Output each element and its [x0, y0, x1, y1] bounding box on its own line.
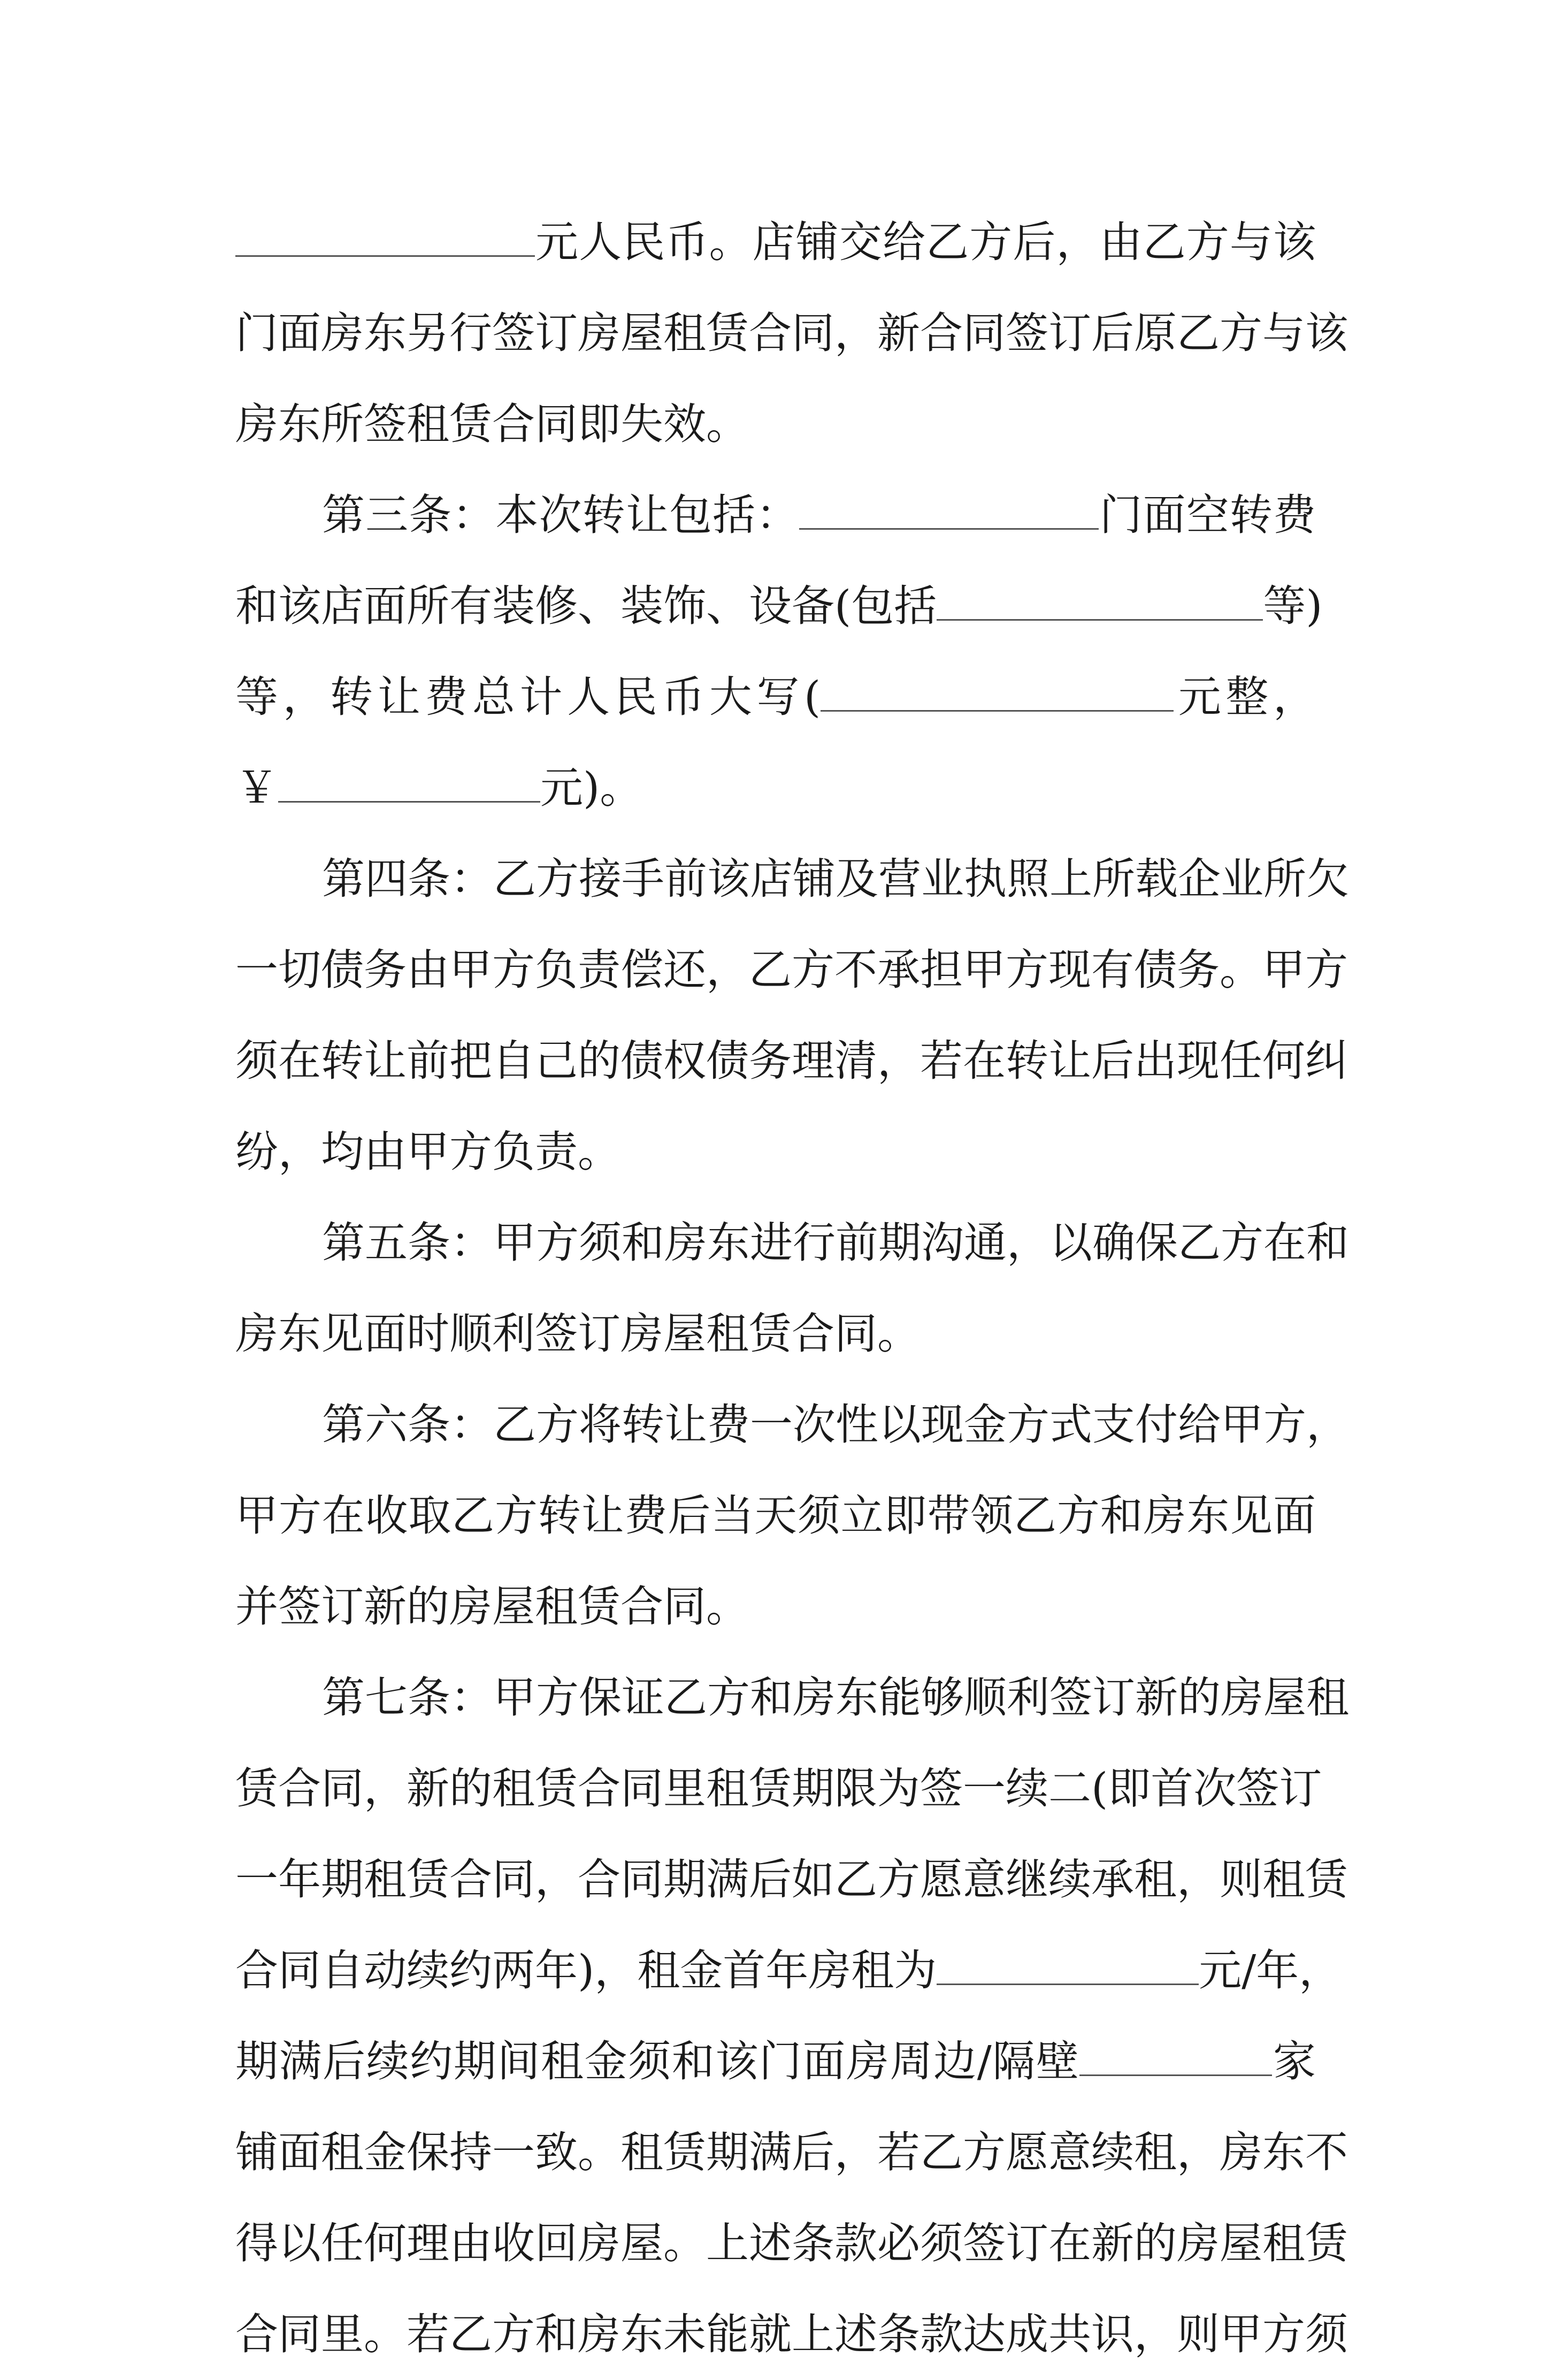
- blank-field-amount-figures[interactable]: [278, 768, 540, 803]
- article-3-line-3: 等，转让费总计人民币大写( 元整，: [235, 672, 1316, 722]
- article-7-line-1: 第七条：甲方保证乙方和房东能够顺利签订新的房屋租: [322, 1673, 1349, 1722]
- blank-field-neighbor-shop[interactable]: [1079, 2041, 1272, 2076]
- article-7-line-7: 得以任何理由收回房屋。上述条款必须签订在新的房屋租赁: [235, 2218, 1348, 2268]
- article-5-line-1: 第五条：甲方须和房东进行前期沟通，以确保乙方在和: [322, 1218, 1349, 1268]
- blank-field-annual-rent[interactable]: [937, 1950, 1199, 1985]
- blank-field-amount[interactable]: [235, 222, 535, 257]
- line-1: 元人民币。店铺交给乙方后，由乙方与该: [235, 197, 1316, 288]
- article-7-line-5: 期满后续约期间租金须和该门面房周边/隔壁 家: [235, 2036, 1316, 2086]
- article-7-line-4: 合同自动续约两年)，租金首年房租为 元/年，: [235, 1946, 1342, 1995]
- article-3-line-1: 第三条：本次转让包括： 门面空转费: [322, 490, 1316, 540]
- article-4-line-3: 须在转让前把自己的债权债务理清，若在转让后出现任何纠: [235, 1036, 1348, 1086]
- article-4-line-1: 第四条：乙方接手前该店铺及营业执照上所载企业所欠: [322, 854, 1349, 904]
- article-4-line-2: 一切债务由甲方负责偿还，乙方不承担甲方现有债务。甲方: [235, 945, 1348, 995]
- line-2: 门面房东另行签订房屋租赁合同，新合同签订后原乙方与该: [235, 308, 1348, 358]
- article-6-line-1: 第六条：乙方将转让费一次性以现金方式支付给甲方，: [322, 1400, 1349, 1450]
- blank-field-storefront[interactable]: [799, 495, 1099, 530]
- blank-field-amount-words[interactable]: [821, 677, 1174, 712]
- blank-field-equipment[interactable]: [937, 586, 1263, 621]
- article-6-line-3: 并签订新的房屋租赁合同。: [235, 1582, 749, 1631]
- article-3-line-2: 和该店面所有装修、装饰、设备(包括 等): [235, 581, 1323, 631]
- article-3-line-4: ￥ 元)。: [235, 763, 643, 813]
- article-5-line-2: 房东见面时顺利签订房屋租赁合同。: [235, 1309, 920, 1359]
- article-7-line-8: 合同里。若乙方和房东未能就上述条款达成共识，则甲方须: [235, 2309, 1348, 2359]
- article-7-line-2: 赁合同，新的租赁合同里租赁期限为签一续二(即首次签订: [235, 1764, 1322, 1813]
- article-7-line-6: 铺面租金保持一致。租赁期满后，若乙方愿意续租，房东不: [235, 2127, 1348, 2177]
- contract-page: [235, 197, 1349, 2380]
- line-3: 房东所签租赁合同即失效。: [235, 399, 749, 449]
- article-4-line-4: 纷，均由甲方负责。: [235, 1127, 620, 1177]
- article-7-line-3: 一年期租赁合同，合同期满后如乙方愿意继续承租，则租赁: [235, 1855, 1348, 1904]
- article-6-line-2: 甲方在收取乙方转让费后当天须立即带领乙方和房东见面: [235, 1491, 1316, 1540]
